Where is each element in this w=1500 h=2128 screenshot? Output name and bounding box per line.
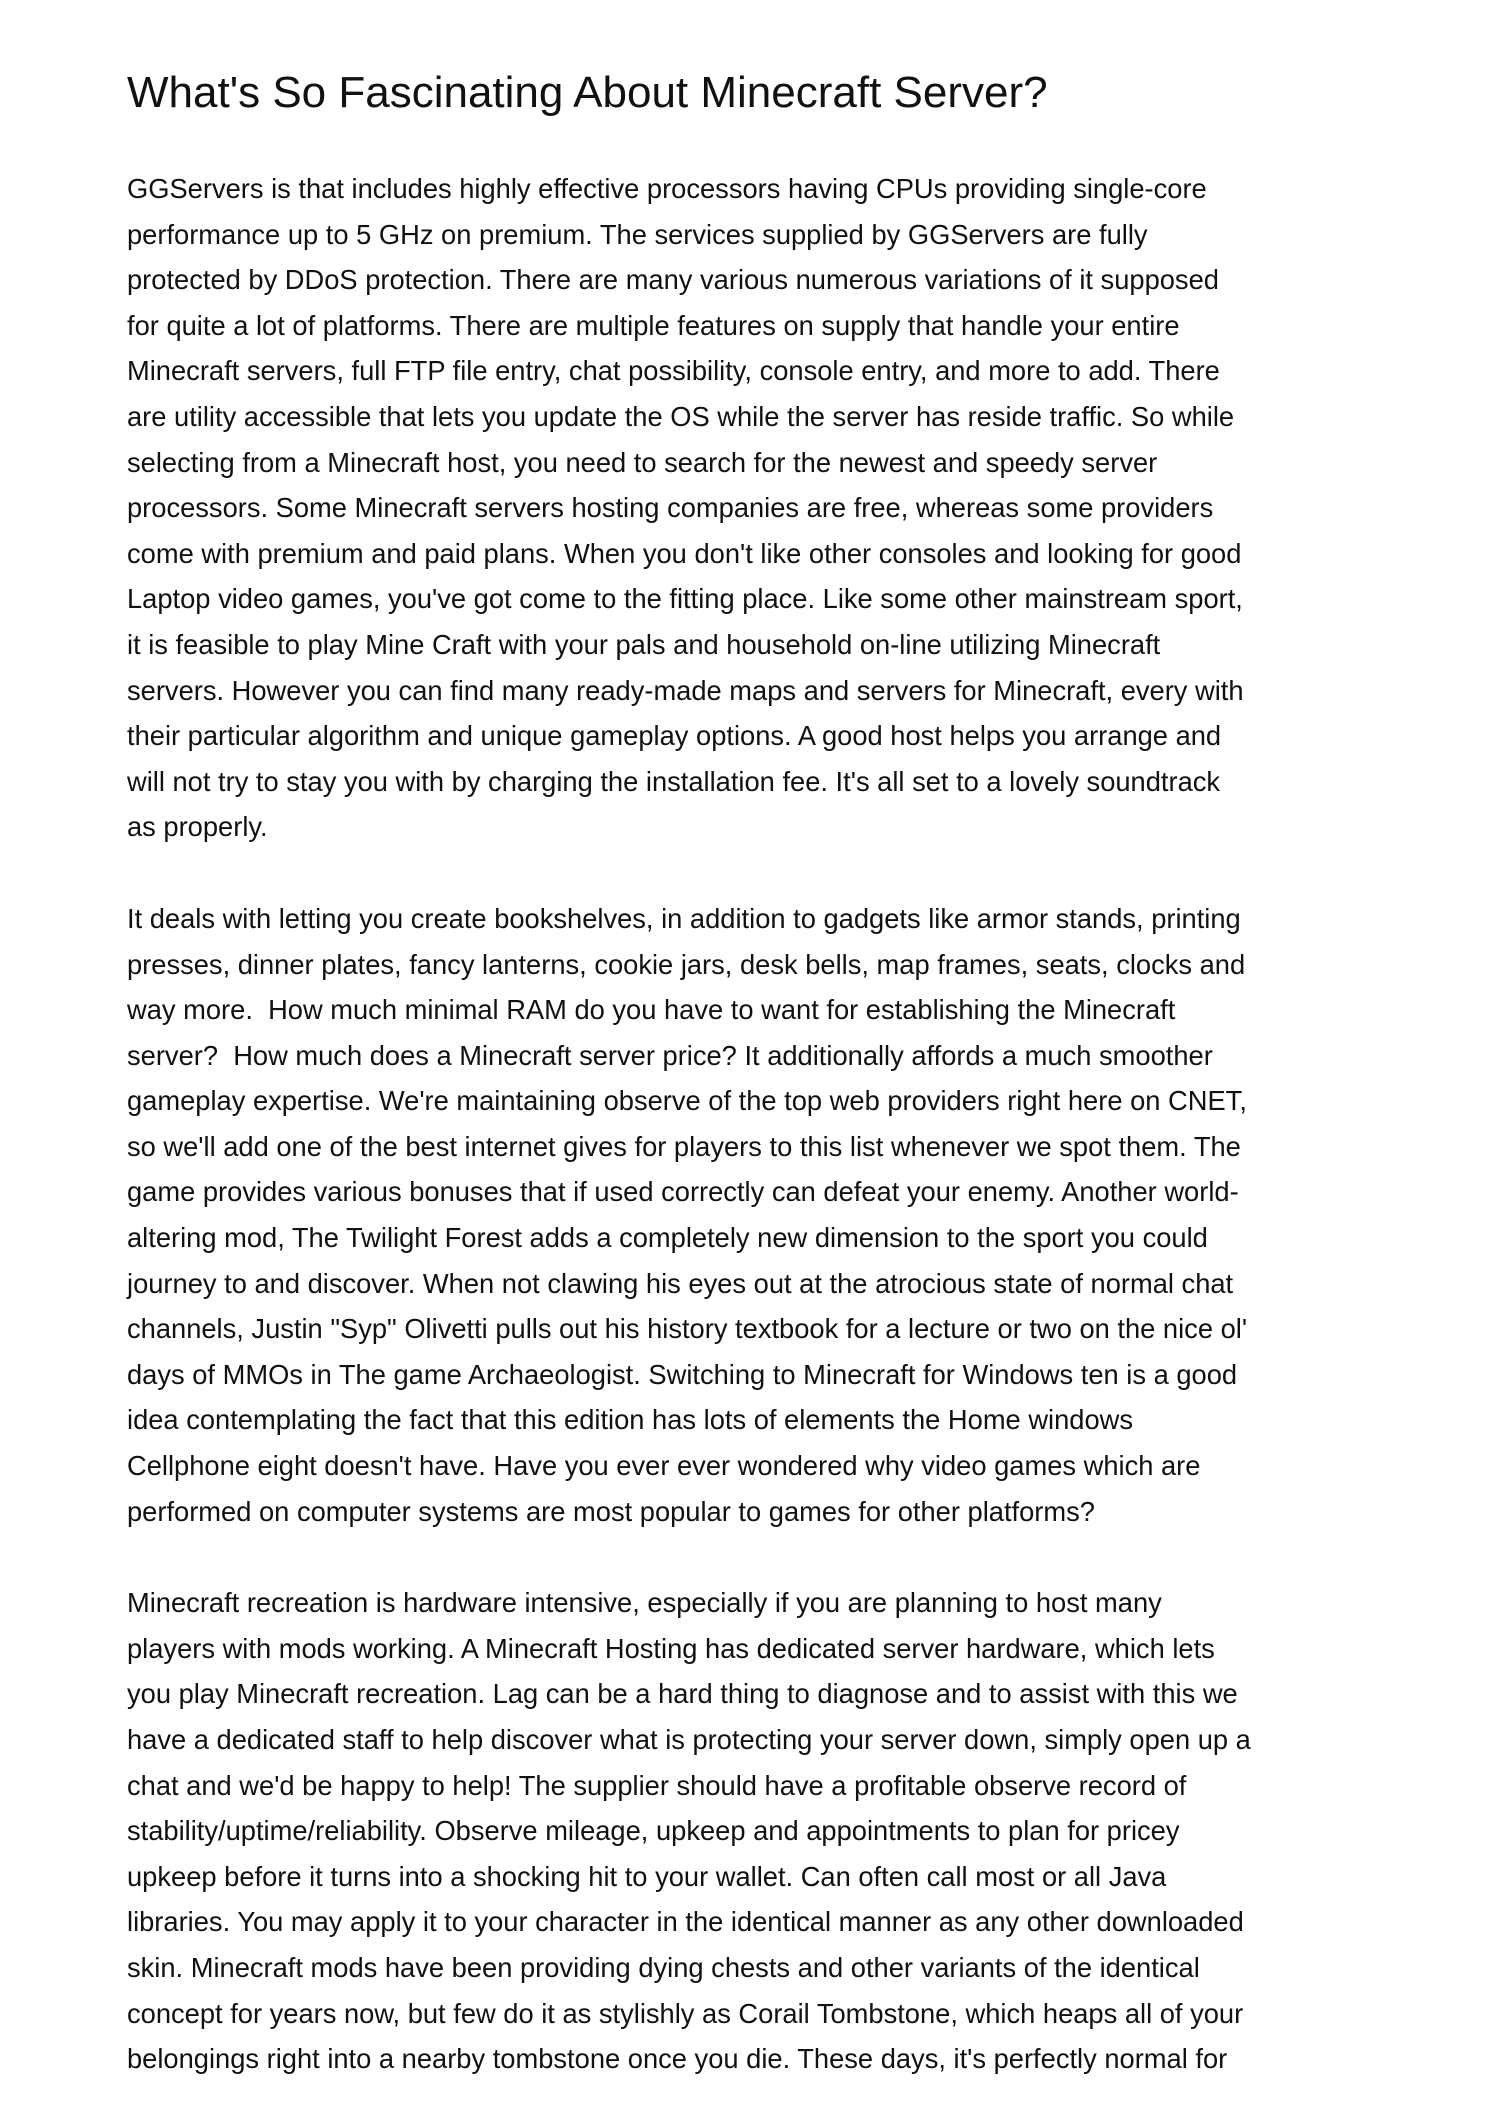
- text-line: it is feasible to play Mine Craft with your pals and household on-line utilizing Minecraft: [127, 628, 1161, 660]
- text-line: are utility accessible that lets you update the OS while the server has reside traffic. So while: [127, 400, 1235, 432]
- text-line: journey to and discover. When not clawing his eyes out at the atrocious state of normal chat: [127, 1267, 1234, 1299]
- text-line: chat and we'd be happy to help! The supplier should have a profitable observe record of: [127, 1769, 1187, 1801]
- text-line: servers. However you can find many ready-made maps and servers for Minecraft, every with: [127, 674, 1244, 706]
- text-line: channels, Justin "Syp" Olivetti pulls out his history textbook for a lecture or two on the nice ol': [127, 1313, 1248, 1345]
- text-line: Cellphone eight doesn't have. Have you ever ever wondered why video games which are: [127, 1450, 1201, 1482]
- text-line: for quite a lot of platforms. There are multiple features on supply that handle your entire: [127, 309, 1180, 341]
- paragraph: [127, 166, 1427, 850]
- paragraph: [127, 1580, 1427, 2082]
- paragraph: [127, 896, 1427, 1534]
- text-line: performed on computer systems are most popular to games for other platforms?: [127, 1495, 1095, 1527]
- text-line: processors. Some Minecraft servers hosting companies are free, whereas some providers: [127, 492, 1214, 524]
- text-line: idea contemplating the fact that this edition has lots of elements the Home windows: [127, 1404, 1133, 1436]
- text-line: come with premium and paid plans. When you don't like other consoles and looking for good: [127, 537, 1242, 569]
- text-line: you play Minecraft recreation. Lag can be a hard thing to diagnose and to assist with this we: [127, 1678, 1238, 1710]
- text-line: days of MMOs in The game Archaeologist. Switching to Minecraft for Windows ten is a good: [127, 1358, 1238, 1390]
- text-line: libraries. You may apply it to your character in the identical manner as any other downloaded: [127, 1906, 1244, 1938]
- text-line: will not try to stay you with by charging the installation fee. It's all set to a lovely soundtrack: [127, 765, 1221, 797]
- text-line: upkeep before it turns into a shocking hit to your wallet. Can often call most or all Java: [127, 1860, 1167, 1892]
- text-line: Minecraft recreation is hardware intensive, especially if you are planning to host many: [127, 1587, 1162, 1619]
- text-line: players with mods working. A Minecraft Hosting has dedicated server hardware, which lets: [127, 1632, 1215, 1664]
- text-line: Laptop video games, you've got come to the fitting place. Like some other mainstream sport,: [127, 583, 1243, 615]
- text-line: selecting from a Minecraft host, you need to search for the newest and speedy server: [127, 446, 1158, 478]
- text-line: GGServers is that includes highly effective processors having CPUs providing single-core: [127, 173, 1207, 204]
- text-line: their particular algorithm and unique gameplay options. A good host helps you arrange and: [127, 720, 1222, 752]
- article-body: [127, 166, 1427, 2128]
- text-line: as properly.: [127, 811, 268, 843]
- text-line: stability/uptime/reliability. Observe mileage, upkeep and appointments to plan for pricey: [127, 1815, 1180, 1847]
- text-line: way more. How much minimal RAM do you have to want for establishing the Minecraft: [127, 994, 1176, 1026]
- text-line: game provides various bonuses that if used correctly can defeat your enemy. Another world-: [127, 1176, 1239, 1208]
- text-line: Minecraft servers, full FTP file entry, chat possibility, console entry, and more to add. There: [127, 355, 1220, 387]
- text-line: performance up to 5 GHz on premium. The services supplied by GGServers are fully: [127, 218, 1148, 250]
- text-line: so we'll add one of the best internet gives for players to this list whenever we spot them. The: [127, 1130, 1241, 1162]
- text-line: skin. Minecraft mods have been providing dying chests and other variants of the identical: [127, 1951, 1200, 1983]
- text-line: have a dedicated staff to help discover what is protecting your server down, simply open up a: [127, 1724, 1251, 1755]
- text-line: altering mod, The Twilight Forest adds a completely new dimension to the sport you could: [127, 1222, 1208, 1254]
- text-line: gameplay expertise. We're maintaining observe of the top web providers right here on CNET,: [127, 1085, 1247, 1117]
- page-title: What's So Fascinating About Minecraft Server?: [127, 68, 1048, 117]
- text-line: server? How much does a Minecraft server price? It additionally affords a much smoother: [127, 1039, 1213, 1071]
- text-line: concept for years now, but few do it as stylishly as Corail Tombstone, which heaps all of your: [127, 1997, 1244, 2029]
- text-line: belongings right into a nearby tombstone once you die. These days, it's perfectly normal for: [127, 2043, 1228, 2075]
- text-line: protected by DDoS protection. There are many various numerous variations of it supposed: [127, 264, 1219, 296]
- text-line: It deals with letting you create bookshelves, in addition to gadgets like armor stands, printing: [127, 902, 1241, 934]
- text-line: presses, dinner plates, fancy lanterns, cookie jars, desk bells, map frames, seats, clocks and: [127, 948, 1246, 980]
